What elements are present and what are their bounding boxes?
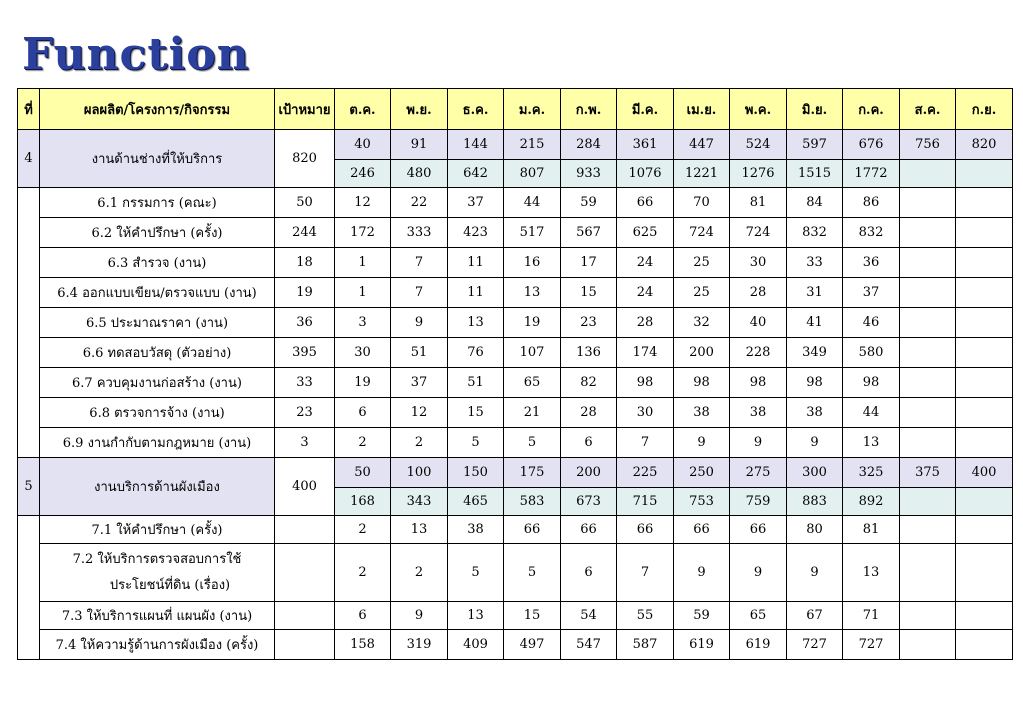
month-value: 832 (843, 218, 900, 248)
month-value: 9 (787, 428, 843, 458)
month-value: 619 (674, 630, 730, 660)
item-target (275, 630, 335, 660)
month-value: 349 (787, 338, 843, 368)
table-row (18, 398, 1013, 428)
month-value (956, 278, 1013, 308)
month-value (900, 338, 956, 368)
month-value: 12 (335, 188, 391, 218)
month-value: 38 (787, 398, 843, 428)
month-value: 15 (561, 278, 617, 308)
month-value: 19 (335, 368, 391, 398)
month-value: 40 (730, 308, 787, 338)
plan-value: 100 (391, 458, 448, 488)
month-value: 66 (617, 516, 674, 544)
month-value: 44 (504, 188, 561, 218)
item-name (40, 544, 275, 602)
item-name: 7.1 ให้คำปรึกษา (ครั้ง) (40, 516, 275, 544)
month-value: 98 (787, 368, 843, 398)
actual-value: 715 (617, 488, 674, 516)
month-value: 19 (504, 308, 561, 338)
actual-value: 1772 (843, 160, 900, 188)
actual-value: 246 (335, 160, 391, 188)
month-value: 25 (674, 248, 730, 278)
plan-value: 144 (448, 130, 504, 160)
month-value: 46 (843, 308, 900, 338)
item-name: 6.2 ให้คำปรึกษา (ครั้ง) (40, 218, 275, 248)
plan-value: 215 (504, 130, 561, 160)
month-value: 832 (787, 218, 843, 248)
performance-table (17, 88, 1013, 660)
month-value: 2 (391, 544, 448, 602)
item-name: 6.7 ควบคุมงานก่อสร้าง (งาน) (40, 368, 275, 398)
month-value: 423 (448, 218, 504, 248)
month-value: 36 (843, 248, 900, 278)
month-value (900, 308, 956, 338)
month-value: 28 (617, 308, 674, 338)
month-value: 9 (391, 602, 448, 630)
month-value (956, 602, 1013, 630)
actual-value: 642 (448, 160, 504, 188)
actual-value: 480 (391, 160, 448, 188)
item-target: 244 (275, 218, 335, 248)
month-value: 70 (674, 188, 730, 218)
month-value: 6 (335, 398, 391, 428)
item-name-line: 7.2 ให้บริการตรวจสอบการใช้ (72, 551, 242, 567)
month-value: 59 (674, 602, 730, 630)
column-header: ก.ย. (956, 89, 1013, 130)
table-row (18, 338, 1013, 368)
group-name: งานด้านช่างที่ให้บริการ (40, 130, 275, 188)
item-target: 50 (275, 188, 335, 218)
actual-value: 933 (561, 160, 617, 188)
table-row (18, 278, 1013, 308)
plan-value: 756 (900, 130, 956, 160)
group-target: 400 (275, 458, 335, 516)
month-value: 724 (730, 218, 787, 248)
plan-value: 676 (843, 130, 900, 160)
month-value: 37 (843, 278, 900, 308)
month-value: 6 (335, 602, 391, 630)
month-value: 6 (561, 544, 617, 602)
month-value: 31 (787, 278, 843, 308)
month-value: 3 (335, 308, 391, 338)
item-target (275, 544, 335, 602)
month-value: 38 (448, 516, 504, 544)
number-cell-empty (18, 188, 40, 458)
group-number: 5 (18, 458, 40, 516)
month-value: 9 (391, 308, 448, 338)
month-value: 5 (448, 428, 504, 458)
month-value: 13 (448, 308, 504, 338)
month-value: 38 (674, 398, 730, 428)
plan-value: 820 (956, 130, 1013, 160)
column-header: มิ.ย. (787, 89, 843, 130)
month-value: 2 (391, 428, 448, 458)
actual-value: 807 (504, 160, 561, 188)
month-value (956, 368, 1013, 398)
actual-value (900, 488, 956, 516)
actual-value: 465 (448, 488, 504, 516)
table-row (18, 602, 1013, 630)
month-value: 7 (391, 248, 448, 278)
month-value: 9 (674, 544, 730, 602)
month-value: 1 (335, 248, 391, 278)
month-value: 66 (674, 516, 730, 544)
column-header: เป้าหมาย (275, 89, 335, 130)
plan-value: 524 (730, 130, 787, 160)
month-value (900, 278, 956, 308)
month-value: 80 (787, 516, 843, 544)
header-row (18, 89, 1013, 130)
month-value (900, 398, 956, 428)
month-value: 98 (617, 368, 674, 398)
column-header: เม.ย. (674, 89, 730, 130)
month-value (956, 308, 1013, 338)
month-value: 38 (730, 398, 787, 428)
plan-value: 91 (391, 130, 448, 160)
actual-value: 343 (391, 488, 448, 516)
actual-value: 883 (787, 488, 843, 516)
month-value: 21 (504, 398, 561, 428)
month-value: 30 (617, 398, 674, 428)
month-value: 174 (617, 338, 674, 368)
month-value: 13 (504, 278, 561, 308)
month-value: 12 (391, 398, 448, 428)
month-value: 37 (391, 368, 448, 398)
month-value: 33 (787, 248, 843, 278)
table-row (18, 188, 1013, 218)
month-value: 333 (391, 218, 448, 248)
month-value: 567 (561, 218, 617, 248)
actual-value: 673 (561, 488, 617, 516)
item-target: 19 (275, 278, 335, 308)
item-name: 6.6 ทดสอบวัสดุ (ตัวอย่าง) (40, 338, 275, 368)
month-value: 5 (504, 428, 561, 458)
month-value: 625 (617, 218, 674, 248)
month-value: 30 (335, 338, 391, 368)
table-row (18, 516, 1013, 544)
column-header: ม.ค. (504, 89, 561, 130)
month-value: 517 (504, 218, 561, 248)
plan-value: 361 (617, 130, 674, 160)
group-target: 820 (275, 130, 335, 188)
item-name-line: ประโยชน์ที่ดิน (เรื่อง) (109, 577, 231, 593)
month-value: 6 (561, 428, 617, 458)
actual-value: 168 (335, 488, 391, 516)
month-value (956, 218, 1013, 248)
month-value: 59 (561, 188, 617, 218)
month-value (956, 544, 1013, 602)
month-value: 11 (448, 248, 504, 278)
month-value (956, 338, 1013, 368)
month-value: 55 (617, 602, 674, 630)
column-header: ส.ค. (900, 89, 956, 130)
item-name: 6.4 ออกแบบเขียน/ตรวจแบบ (งาน) (40, 278, 275, 308)
month-value (900, 428, 956, 458)
month-value: 37 (448, 188, 504, 218)
month-value: 66 (504, 516, 561, 544)
column-header: มี.ค. (617, 89, 674, 130)
month-value: 497 (504, 630, 561, 660)
item-name: 7.3 ให้บริการแผนที่ แผนผัง (งาน) (40, 602, 275, 630)
month-value: 16 (504, 248, 561, 278)
plan-value: 300 (787, 458, 843, 488)
month-value: 158 (335, 630, 391, 660)
plan-value: 50 (335, 458, 391, 488)
month-value: 5 (448, 544, 504, 602)
table-row (18, 368, 1013, 398)
month-value: 66 (617, 188, 674, 218)
actual-value: 1515 (787, 160, 843, 188)
column-header: ต.ค. (335, 89, 391, 130)
actual-value: 753 (674, 488, 730, 516)
month-value (900, 368, 956, 398)
plan-value: 250 (674, 458, 730, 488)
month-value: 41 (787, 308, 843, 338)
month-value: 28 (561, 398, 617, 428)
month-value: 23 (561, 308, 617, 338)
item-name: 6.9 งานกำกับตามกฎหมาย (งาน) (40, 428, 275, 458)
plan-value: 175 (504, 458, 561, 488)
month-value: 2 (335, 516, 391, 544)
column-header: ก.ค. (843, 89, 900, 130)
month-value: 81 (730, 188, 787, 218)
column-header: ธ.ค. (448, 89, 504, 130)
month-value: 13 (448, 602, 504, 630)
table-row (18, 544, 1013, 602)
actual-value: 892 (843, 488, 900, 516)
month-value: 54 (561, 602, 617, 630)
month-value: 107 (504, 338, 561, 368)
plan-value: 325 (843, 458, 900, 488)
column-header: ผลผลิต/โครงการ/กิจกรรม (40, 89, 275, 130)
actual-value: 583 (504, 488, 561, 516)
month-value: 44 (843, 398, 900, 428)
month-value: 200 (674, 338, 730, 368)
group-number: 4 (18, 130, 40, 188)
item-target: 18 (275, 248, 335, 278)
table-row (18, 428, 1013, 458)
item-target: 3 (275, 428, 335, 458)
actual-value: 1276 (730, 160, 787, 188)
month-value: 15 (504, 602, 561, 630)
item-target (275, 516, 335, 544)
month-value: 82 (561, 368, 617, 398)
item-target: 33 (275, 368, 335, 398)
plan-value: 40 (335, 130, 391, 160)
column-header: พ.ค. (730, 89, 787, 130)
month-value (956, 428, 1013, 458)
table-row (18, 248, 1013, 278)
month-value: 9 (730, 428, 787, 458)
month-value: 7 (391, 278, 448, 308)
month-value: 409 (448, 630, 504, 660)
month-value (900, 248, 956, 278)
item-name: 7.4 ให้ความรู้ด้านการผังเมือง (ครั้ง) (40, 630, 275, 660)
item-name: 6.3 สำรวจ (งาน) (40, 248, 275, 278)
month-value: 13 (843, 544, 900, 602)
month-value: 727 (787, 630, 843, 660)
month-value: 51 (448, 368, 504, 398)
month-value: 81 (843, 516, 900, 544)
month-value (900, 218, 956, 248)
month-value: 9 (674, 428, 730, 458)
plan-value: 275 (730, 458, 787, 488)
month-value: 51 (391, 338, 448, 368)
month-value: 136 (561, 338, 617, 368)
item-name: 6.1 กรรมการ (คณะ) (40, 188, 275, 218)
plan-value: 447 (674, 130, 730, 160)
number-cell-empty (18, 516, 40, 660)
month-value (956, 398, 1013, 428)
month-value (956, 630, 1013, 660)
month-value (900, 188, 956, 218)
plan-value: 200 (561, 458, 617, 488)
page-title: Function (22, 29, 250, 80)
month-value: 587 (617, 630, 674, 660)
actual-value: 1076 (617, 160, 674, 188)
month-value: 98 (674, 368, 730, 398)
table-row (18, 630, 1013, 660)
item-target: 23 (275, 398, 335, 428)
group-name: งานบริการด้านผังเมือง (40, 458, 275, 516)
month-value: 13 (843, 428, 900, 458)
month-value: 98 (843, 368, 900, 398)
month-value: 727 (843, 630, 900, 660)
month-value (900, 544, 956, 602)
month-value: 66 (561, 516, 617, 544)
month-value: 1 (335, 278, 391, 308)
column-header: ที่ (18, 89, 40, 130)
month-value: 66 (730, 516, 787, 544)
month-value: 28 (730, 278, 787, 308)
month-value: 7 (617, 428, 674, 458)
item-target: 395 (275, 338, 335, 368)
month-value: 724 (674, 218, 730, 248)
table-row (18, 218, 1013, 248)
month-value: 71 (843, 602, 900, 630)
month-value: 24 (617, 248, 674, 278)
actual-value (900, 160, 956, 188)
month-value: 2 (335, 544, 391, 602)
month-value: 30 (730, 248, 787, 278)
month-value: 319 (391, 630, 448, 660)
month-value: 84 (787, 188, 843, 218)
month-value: 24 (617, 278, 674, 308)
month-value (956, 248, 1013, 278)
month-value: 547 (561, 630, 617, 660)
plan-value: 150 (448, 458, 504, 488)
actual-value: 759 (730, 488, 787, 516)
month-value: 65 (730, 602, 787, 630)
actual-value (956, 488, 1013, 516)
actual-value: 1221 (674, 160, 730, 188)
month-value (900, 516, 956, 544)
month-value: 25 (674, 278, 730, 308)
month-value: 7 (617, 544, 674, 602)
month-value: 32 (674, 308, 730, 338)
plan-value: 597 (787, 130, 843, 160)
month-value: 228 (730, 338, 787, 368)
month-value (956, 188, 1013, 218)
plan-value: 375 (900, 458, 956, 488)
month-value: 9 (787, 544, 843, 602)
month-value: 67 (787, 602, 843, 630)
column-header: พ.ย. (391, 89, 448, 130)
month-value: 11 (448, 278, 504, 308)
month-value: 65 (504, 368, 561, 398)
month-value: 9 (730, 544, 787, 602)
month-value (900, 630, 956, 660)
month-value: 15 (448, 398, 504, 428)
item-name: 6.5 ประมาณราคา (งาน) (40, 308, 275, 338)
table-row (18, 308, 1013, 338)
month-value: 5 (504, 544, 561, 602)
item-target (275, 602, 335, 630)
table-row (18, 458, 1013, 488)
plan-value: 225 (617, 458, 674, 488)
month-value: 580 (843, 338, 900, 368)
actual-value (956, 160, 1013, 188)
table-row (18, 130, 1013, 160)
month-value: 172 (335, 218, 391, 248)
month-value (900, 602, 956, 630)
month-value: 2 (335, 428, 391, 458)
month-value: 86 (843, 188, 900, 218)
month-value: 17 (561, 248, 617, 278)
month-value: 22 (391, 188, 448, 218)
plan-value: 284 (561, 130, 617, 160)
column-header: ก.พ. (561, 89, 617, 130)
month-value (956, 516, 1013, 544)
plan-value: 400 (956, 458, 1013, 488)
month-value: 619 (730, 630, 787, 660)
month-value: 13 (391, 516, 448, 544)
item-name: 6.8 ตรวจการจ้าง (งาน) (40, 398, 275, 428)
month-value: 76 (448, 338, 504, 368)
item-target: 36 (275, 308, 335, 338)
month-value: 98 (730, 368, 787, 398)
